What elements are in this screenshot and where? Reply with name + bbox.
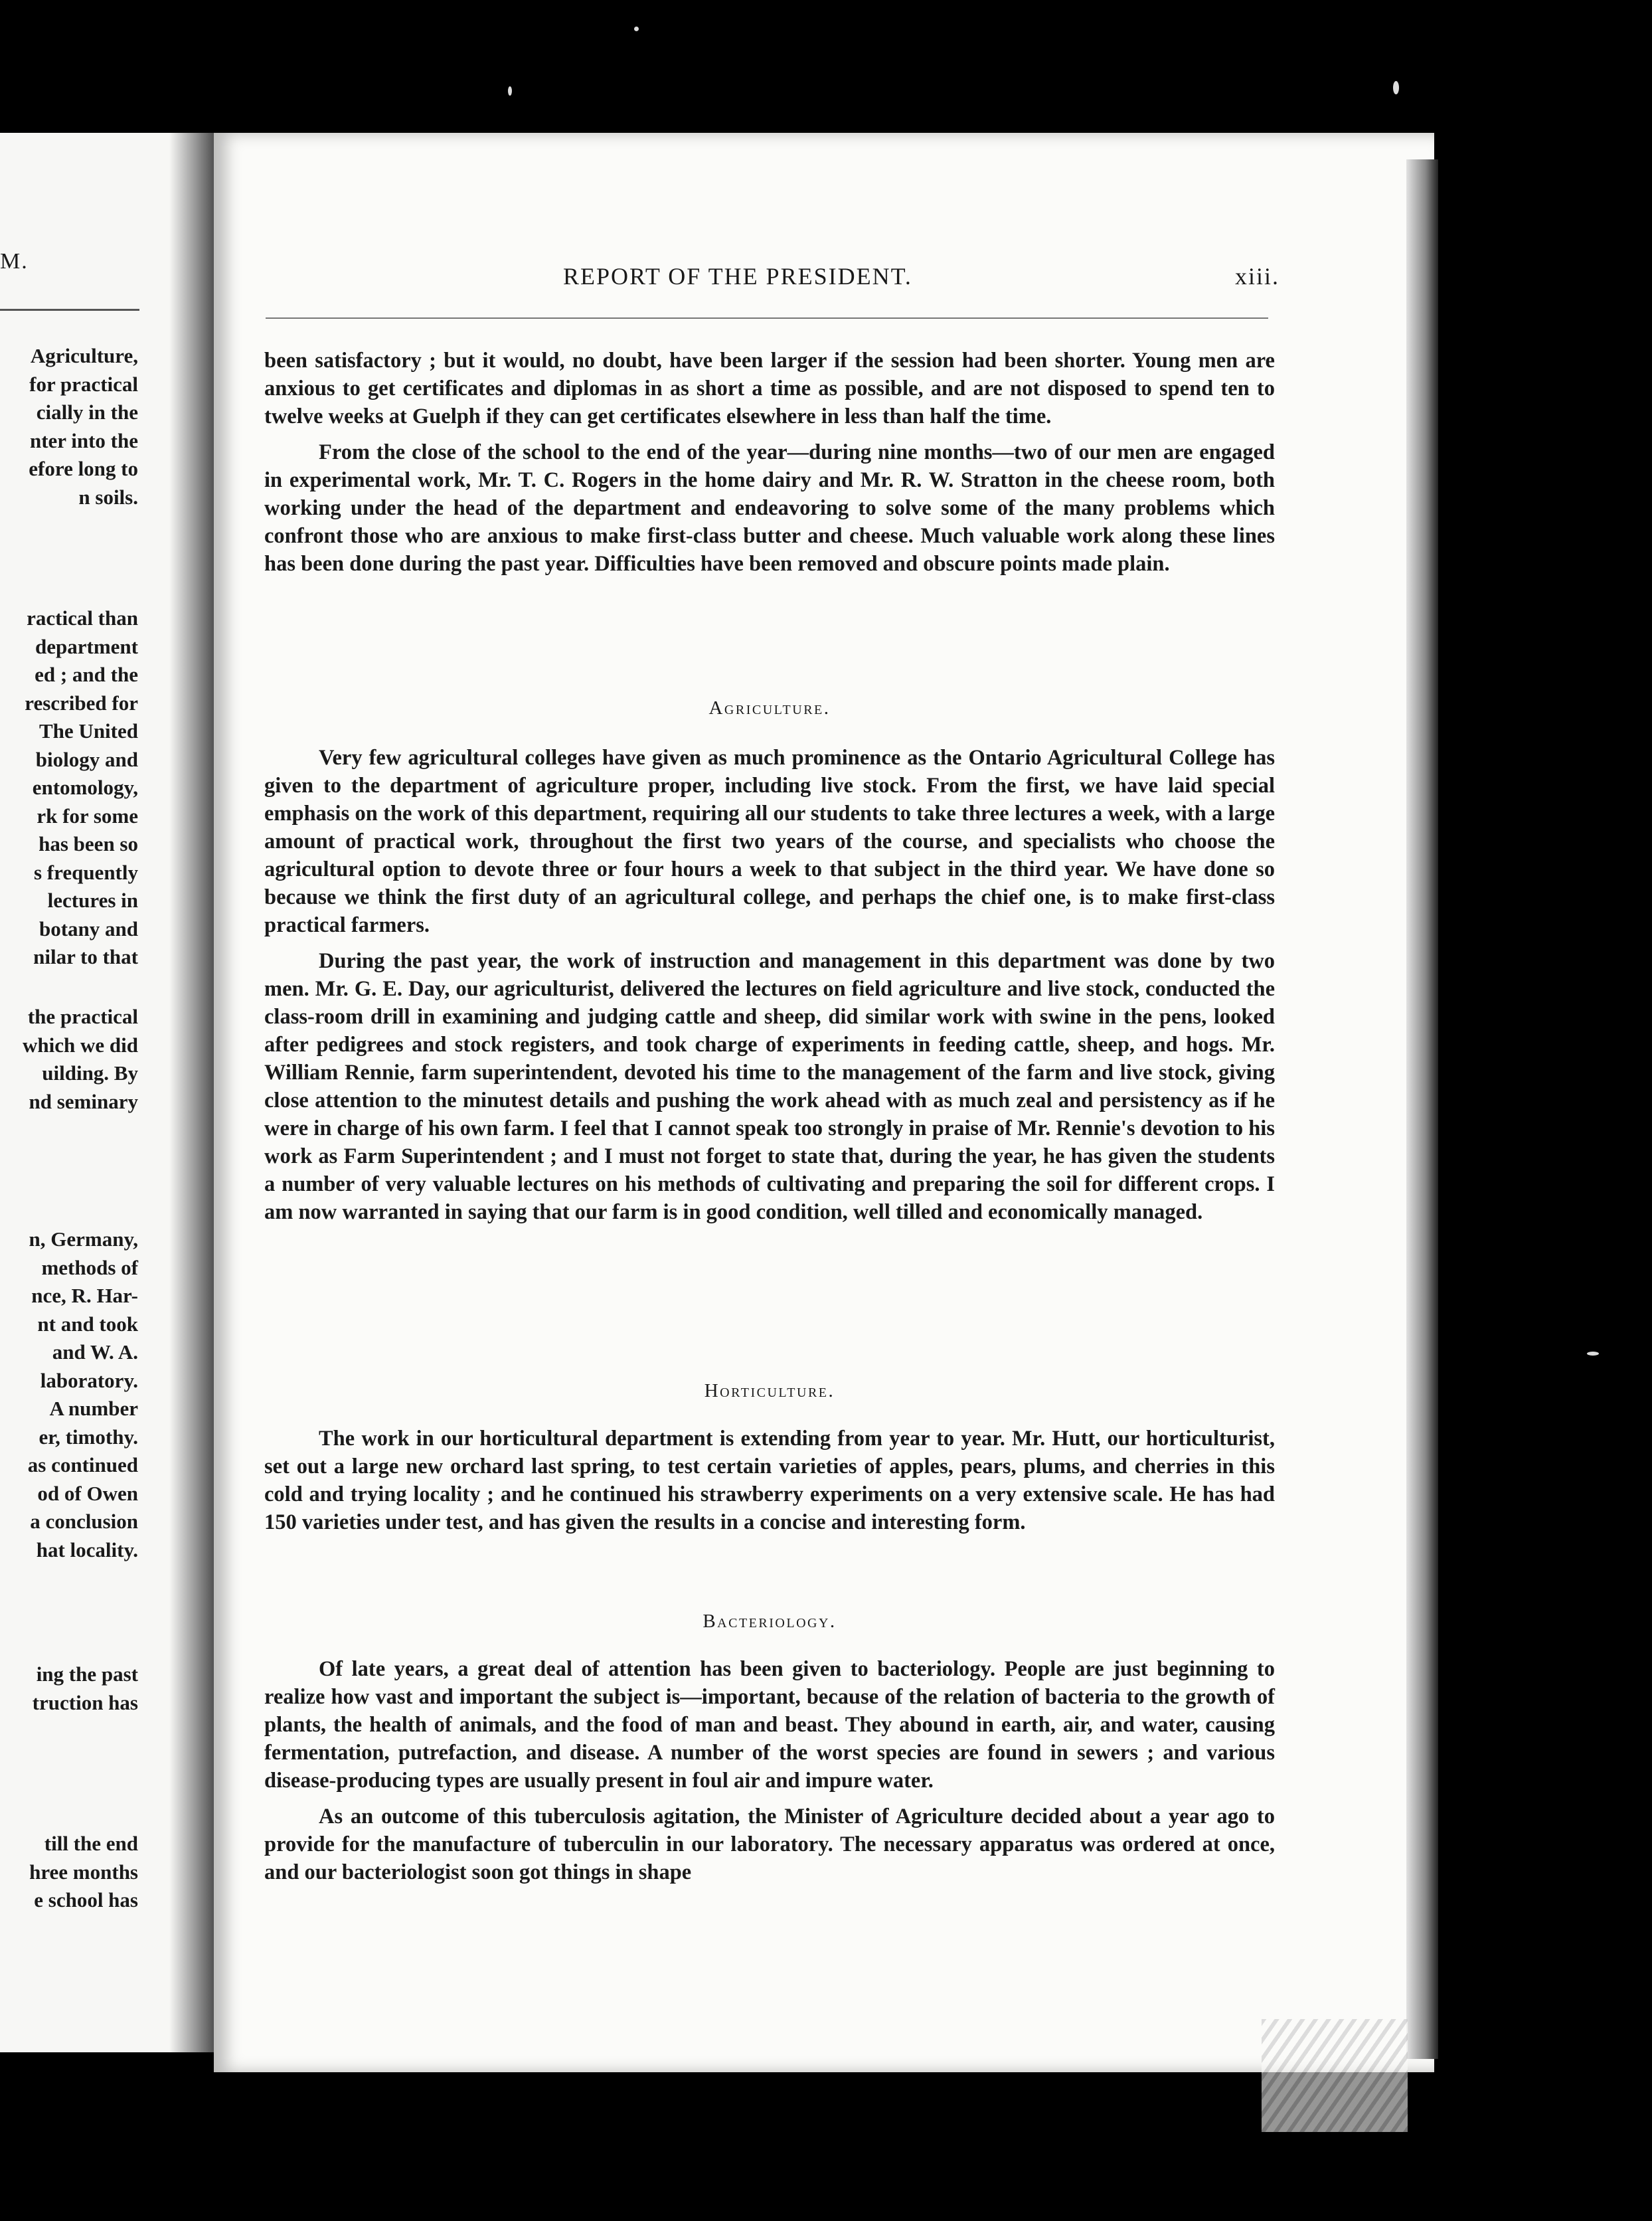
left-page-line: nt and took bbox=[37, 1312, 138, 1336]
left-page-line: entomology, bbox=[32, 776, 138, 799]
left-page-line: uilding. By bbox=[42, 1061, 138, 1085]
left-page-line: lectures in bbox=[47, 889, 138, 912]
scan-speck bbox=[1587, 1352, 1599, 1356]
left-page-line: nce, R. Har- bbox=[31, 1284, 138, 1307]
left-page-line: has been so bbox=[39, 832, 138, 855]
scan-speck bbox=[634, 27, 639, 31]
left-page-line: efore long to bbox=[29, 457, 138, 480]
left-page-line: nd seminary bbox=[29, 1089, 138, 1113]
left-page-line: rescribed for bbox=[25, 691, 138, 715]
left-page-line: cially in the bbox=[36, 400, 138, 424]
left-page-line: ed ; and the bbox=[35, 663, 138, 686]
horticulture-text bbox=[264, 1425, 1275, 1544]
left-page-text-block bbox=[29, 1830, 138, 1915]
left-page-line: ractical than bbox=[27, 606, 138, 630]
left-page-line: biology and bbox=[35, 747, 138, 771]
section-heading-agriculture: Agriculture. bbox=[708, 697, 831, 719]
left-page-line: which we did bbox=[23, 1033, 138, 1057]
left-page-line: Agriculture, bbox=[30, 344, 138, 367]
left-page-text-block bbox=[23, 1003, 138, 1116]
left-page-line: A number bbox=[49, 1397, 138, 1420]
left-page-line: the practical bbox=[27, 1005, 138, 1028]
left-page-line: hree months bbox=[29, 1860, 138, 1884]
left-page-line: er, timothy. bbox=[39, 1425, 138, 1449]
page-title: REPORT OF THE PRESIDENT. bbox=[563, 263, 912, 290]
section-heading-horticulture: Horticulture. bbox=[704, 1380, 835, 1401]
paragraph: As an outcome of this tuberculosis agitation, the Minister of Agriculture decided about a year ago to provide for the manufacture of tuberculin in our laboratory. The necessary apparatus was ordered at once, and our bacteriologist soon got things in shape bbox=[264, 1805, 1275, 1884]
left-page-running-head: M. bbox=[0, 249, 29, 274]
left-page-line: department bbox=[35, 634, 138, 658]
bacteriology-text bbox=[264, 1655, 1275, 1894]
left-page-line: rk for some bbox=[37, 804, 138, 828]
left-page-line: a conclusion bbox=[30, 1510, 138, 1533]
header-rule bbox=[266, 317, 1268, 319]
page-number: xiii. bbox=[1235, 263, 1280, 290]
left-page-line: as continued bbox=[27, 1453, 138, 1476]
left-page-line: e school has bbox=[34, 1888, 138, 1911]
agriculture-text bbox=[264, 744, 1275, 1234]
page-corner-fold bbox=[1262, 2019, 1408, 2132]
left-page-line: n, Germany, bbox=[29, 1227, 138, 1251]
left-page-line: and W. A. bbox=[52, 1340, 138, 1364]
left-page-text-block bbox=[33, 1660, 138, 1717]
scan-speck bbox=[508, 86, 512, 96]
left-page-line: till the end bbox=[44, 1832, 138, 1855]
left-page-text-block bbox=[28, 1225, 138, 1564]
left-page-line: truction has bbox=[32, 1690, 138, 1714]
page-edge-shadow bbox=[1406, 159, 1438, 2059]
left-page-line: od of Owen bbox=[37, 1481, 138, 1505]
left-page-line: The United bbox=[39, 719, 138, 743]
paragraph: During the past year, the work of instruction and management in this department was done by two men. Mr. G. E. Day, our agriculturist, delivered the lectures on field agriculture and live stock, conducted the class-room drill in examining and judging cattle and sheep, did similar work with swine in the pens, looked after pedigrees and stock registers, and took charge of experiments in feeding cattle, sheep, and hogs. Mr. William Rennie, farm superintendent, devoted his time to the management of the farm and live stock, giving close attention to the minutest details and pushing the work ahead with as much zeal and persistency as if he were in charge of his own farm. I feel that I cannot speak too strongly in praise of Mr. Rennie's devotion to his work as Farm Superintendent ; and I must not forget to state that, during the year, he has given the students a number of very valuable lectures on his methods of cultivating and preparing the soil for different crops. I am now warranted in saying that our farm is in good condition, well tilled and economically managed. bbox=[264, 949, 1275, 1224]
left-page-line: botany and bbox=[39, 917, 138, 940]
left-page-line: laboratory. bbox=[40, 1368, 138, 1392]
left-page-line: s frequently bbox=[33, 860, 138, 884]
left-page-line: n soils. bbox=[78, 485, 138, 509]
left-page-rule bbox=[0, 309, 139, 311]
paragraph: From the close of the school to the end of the year—during nine months—two of our men are engaged in experimental work, Mr. T. C. Rogers in the home dairy and Mr. R. W. Stratton in the cheese room, both working under the head of the department and endeavoring to solve some of the many problems which confront those who are anxious to make first-class butter and cheese. Much valuable work along these lines has been done during the past year. Difficulties have been removed and obscure points made plain. bbox=[264, 440, 1275, 576]
section-heading-bacteriology: Bacteriology. bbox=[702, 1611, 837, 1632]
left-page-text-block bbox=[29, 342, 138, 511]
left-page-line: nter into the bbox=[29, 428, 138, 452]
left-page-line: methods of bbox=[41, 1255, 138, 1279]
paragraph: been satisfactory ; but it would, no doubt, have been larger if the session had been shorter. Young men are anxious to get certificates and diplomas in as short a time as possible, and are not disposed to spend ten to twelve weeks at Guelph if they can get certificates elsewhere in less than half the time. bbox=[264, 349, 1275, 428]
paragraph: Very few agricultural colleges have given as much prominence as the Ontario Agricultural College has given to the department of agriculture proper, including live stock. From the first, we have laid special emphasis on the work of this department, requiring all our students to take three lectures a week, with a large amount of practical work, throughout the first two years of the course, and specialists who choose the agricultural option to devote three or four hours a week to that subject in the third year. We have done so because we think the first duty of an agricultural college, and perhaps the chief one, is to make first-class practical farmers. bbox=[264, 746, 1275, 937]
intro-text bbox=[264, 347, 1275, 586]
book-gutter bbox=[169, 133, 216, 2052]
left-page-line: for practical bbox=[29, 372, 138, 396]
paragraph: The work in our horticultural department is extending from year to year. Mr. Hutt, our horticulturist, set out a large new orchard last spring, to test certain varieties of apples, pears, plums, and cherries in this cold and trying locality ; and he continued his strawberry experiments on a very extensive scale. He has had 150 varieties under test, and has given the results in a concise and interesting form. bbox=[264, 1427, 1275, 1534]
scan-speck bbox=[1393, 81, 1399, 94]
left-page-line: nilar to that bbox=[33, 945, 138, 968]
left-page-line: ing the past bbox=[36, 1662, 138, 1686]
paragraph: Of late years, a great deal of attention has been given to bacteriology. People are just beginning to realize how vast and important the subject is—important, because of the relation of bacteria to the growth of plants, the health of animals, and the food of man and beast. They abound in earth, air, and water, causing fermentation, putrefaction, and disease. A number of the worst species are found in sewers ; and various disease-producing types are usually present in foul air and impure water. bbox=[264, 1657, 1275, 1793]
left-page-line: hat locality. bbox=[36, 1538, 138, 1561]
left-page-text-block bbox=[25, 604, 138, 972]
